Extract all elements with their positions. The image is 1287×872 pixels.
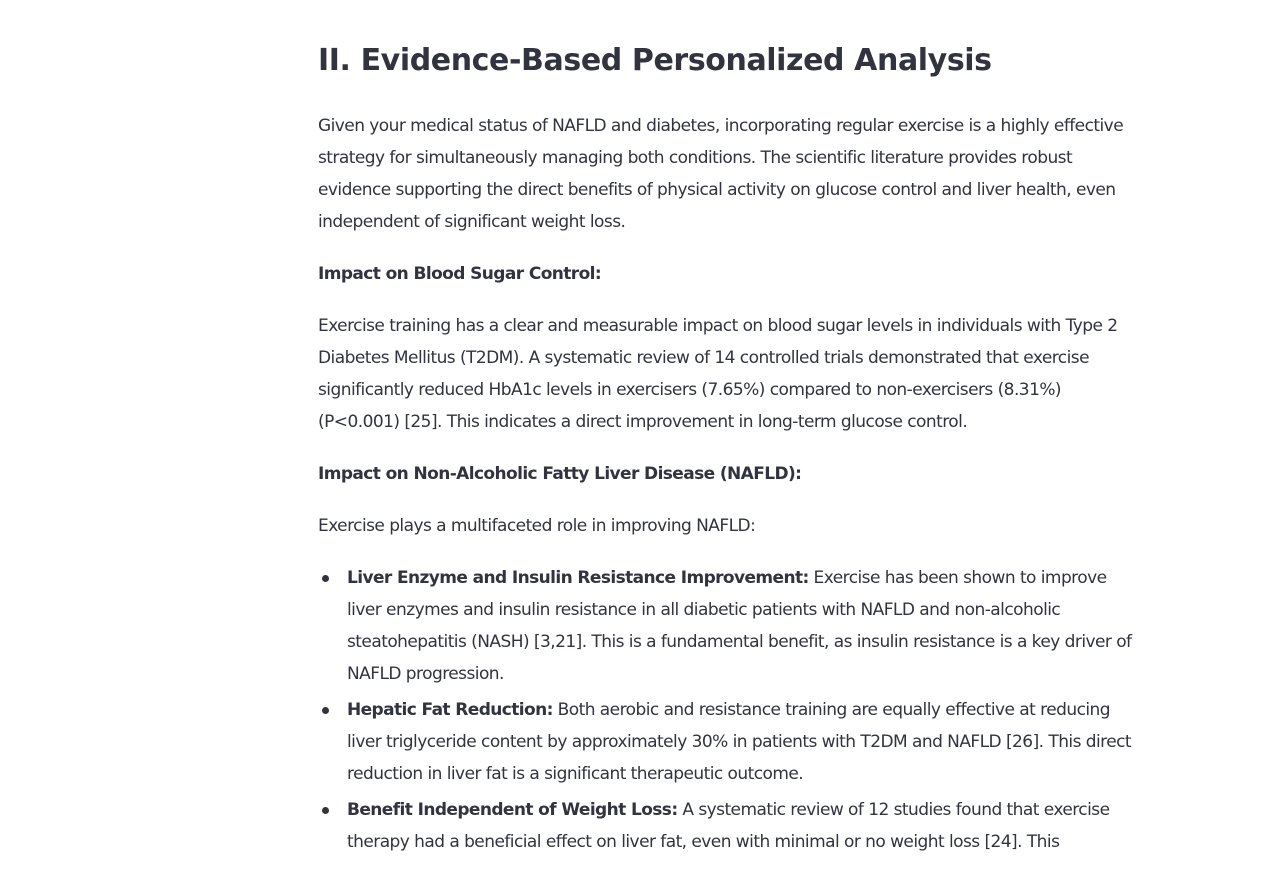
nafld-heading: Impact on Non-Alcoholic Fatty Liver Disease (NAFLD):	[318, 464, 802, 484]
list-item-text: A systematic review of 12 studies found that exercise therapy had a beneficial effect on liver fat, even with minimal or no weight loss [24]. This	[347, 800, 1110, 852]
main-content	[318, 34, 1133, 862]
list-item	[347, 794, 1133, 858]
list-item-label: Benefit Independent of Weight Loss:	[347, 800, 678, 820]
list-item-text: Exercise has been shown to improve liver enzymes and insulin resistance in all diabetic patients with NAFLD and non-alcoholic steatohepatitis (NASH) [3,21]. This is a fundamental benefit, as insulin resistance is a key driver of NAFLD progression.	[347, 568, 1132, 684]
list-item	[347, 562, 1133, 690]
list-item-label: Liver Enzyme and Insulin Resistance Improvement:	[347, 568, 809, 588]
list-item	[347, 694, 1133, 790]
blood-sugar-heading: Impact on Blood Sugar Control:	[318, 264, 602, 284]
list-item-label: Hepatic Fat Reduction:	[347, 700, 553, 720]
blood-sugar-paragraph: Exercise training has a clear and measurable impact on blood sugar levels in individuals with Type 2 Diabetes Mellitus (T2DM). A systematic review of 14 controlled trials demonstrated that exercise significantly reduced HbA1c levels in exercisers (7.65%) compared to non-exercisers (8.31%) (P<0.001) [25]. This indicates a direct improvement in long-term glucose control.	[318, 316, 1118, 432]
nafld-benefits-list	[318, 562, 1133, 858]
intro-paragraph: Given your medical status of NAFLD and diabetes, incorporating regular exercise is a highly effective strategy for simultaneously managing both conditions. The scientific literature provides robust evidence supporting the direct benefits of physical activity on glucose control and liver health, even independent of significant weight loss.	[318, 116, 1124, 232]
list-item-text: Both aerobic and resistance training are equally effective at reducing liver triglyceride content by approximately 30% in patients with T2DM and NAFLD [26]. This direct reduction in liver fat is a significant therapeutic outcome.	[347, 700, 1132, 784]
section-title: II. Evidence-Based Personalized Analysis	[318, 43, 992, 78]
nafld-intro-paragraph: Exercise plays a multifaceted role in improving NAFLD:	[318, 516, 756, 536]
